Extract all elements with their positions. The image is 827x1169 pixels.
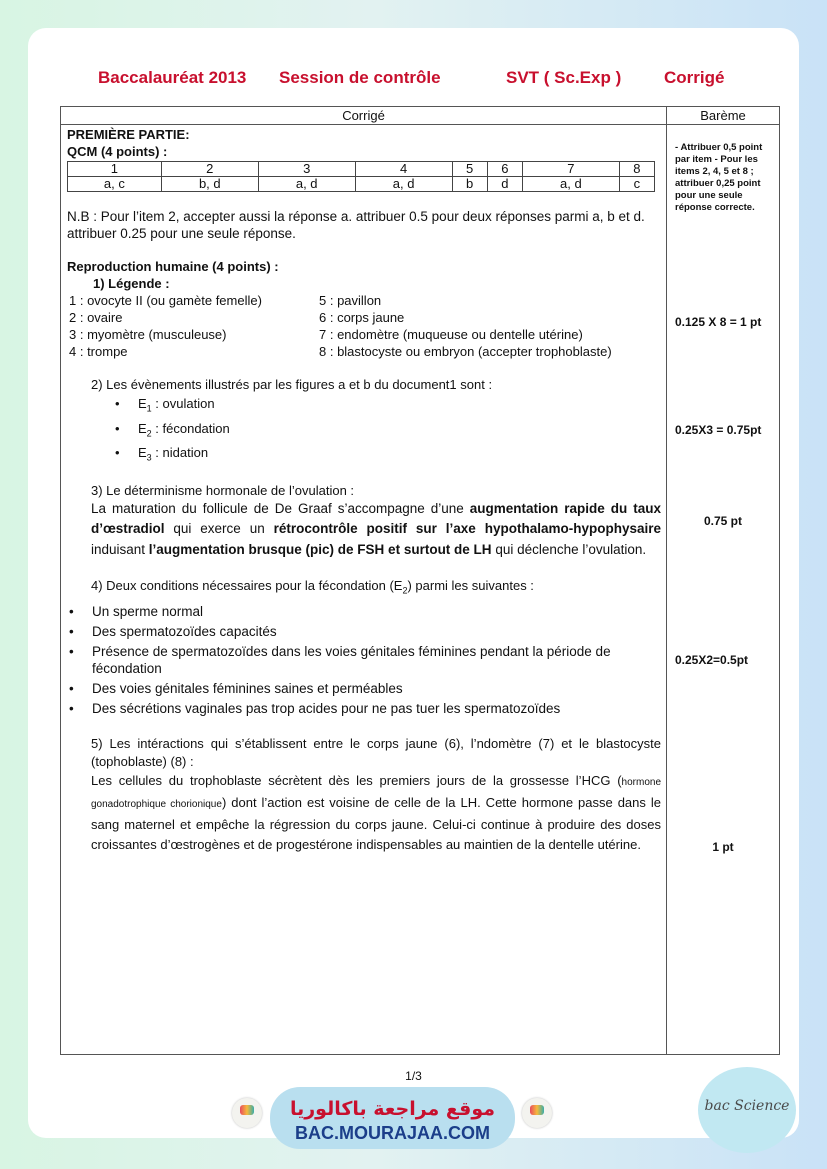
column-head-bareme: Barème	[700, 108, 746, 123]
repro-title: Reproduction humaine (4 points) :	[67, 259, 279, 274]
qcm-items-row	[68, 162, 655, 177]
document-header	[0, 68, 827, 92]
qcm-answer: a, d	[258, 177, 355, 192]
q2-text: 2) Les évènements illustrés par les figures a et b du document1 sont :	[91, 377, 493, 392]
qcm-answer: b	[452, 177, 487, 192]
q4-item: • Des spermatozoïdes capacités	[67, 623, 661, 640]
q4-item: • Des voies génitales féminines saines et perméables	[67, 680, 661, 697]
qcm-item: 1	[68, 162, 162, 177]
q4-list	[67, 603, 661, 717]
header-divider	[61, 124, 779, 125]
q4-text: 4) Deux conditions nécessaires pour la fécondation $(E_2)$ parmi les suivantes :	[91, 578, 534, 596]
q3-text: 3) Le déterminisme hormonale de l’ovulation :	[91, 482, 355, 498]
qcm-answer: a, d	[522, 177, 619, 192]
part-title: PREMIÈRE PARTIE:	[67, 127, 190, 142]
header-subject: SVT ( Sc.Exp )	[506, 68, 622, 87]
page-number: 1/3	[405, 1069, 422, 1083]
qcm-item: 7	[522, 162, 619, 177]
nb-note: N.B : Pour l’item 2, accepter aussi la réponse a. attribuer 0.5 pour deux réponses parmi a, b et d. attribuer 0.25 pour une seule réponse.	[67, 209, 645, 241]
legend-item: 6 : corps jaune	[319, 310, 405, 325]
qcm-item: 8	[619, 162, 654, 177]
bareme-q3: 0.75 pt	[703, 514, 742, 528]
site-name-arabic: موقع مراجعة باكالوريا	[289, 1098, 496, 1120]
q2-list	[67, 395, 661, 467]
bareme-q1: 0.125 X 8 = 1 pt	[675, 315, 762, 329]
legend-item: 2 : ovaire	[69, 310, 123, 325]
bareme-qcm-note: - Attribuer 0,5 point par item - Pour les items 2, 4, 5 et 8 ; attribuer 0,25 point pour une seule réponse correcte.	[675, 142, 763, 213]
qcm-answer: c	[619, 177, 654, 192]
qcm-answer: d	[487, 177, 522, 192]
correction-table	[60, 106, 780, 1055]
qcm-item: 3	[258, 162, 355, 177]
q2-item: • $E_3$ : nidation	[113, 444, 661, 467]
bareme-q2: 0.25X3 = 0.75pt	[675, 423, 762, 437]
site-banner[interactable]	[270, 1087, 515, 1149]
legend-left	[69, 292, 319, 360]
legend-block	[67, 292, 661, 360]
legend-item: 4 : trompe	[69, 344, 128, 359]
site-logo-right	[522, 1098, 552, 1128]
legend-item: 1 : ovocyte II (ou gamète femelle)	[69, 293, 262, 308]
bareme-q5: 1 pt	[712, 840, 734, 854]
header-type: Corrigé	[664, 68, 725, 87]
legend-item: 7 : endomètre (muqueuse ou dentelle utérine)	[319, 327, 583, 342]
q1-label: 1) Légende :	[93, 276, 170, 291]
header-bac: Baccalauréat 2013	[98, 68, 247, 87]
q2-item: • $E_1$ : ovulation	[113, 395, 661, 418]
column-divider	[666, 107, 667, 1054]
qcm-answer: a, d	[355, 177, 452, 192]
qcm-item: 2	[161, 162, 258, 177]
q5-answer: Les cellules du trophoblaste sécrètent dès les premiers jours de la grossesse l’HCG (hormone gonadotrophique chorionique) dont l’action est voisine de celle de la LH. Cette hormone passe dans le sang maternel et empêche la régression du corps jaune. Celui-ci continue à produire des doses croissantes d’œstrogènes et de progestérone indispensables au maintien de la dentelle utérine.	[91, 772, 661, 852]
qcm-answer: b, d	[161, 177, 258, 192]
legend-right	[319, 292, 664, 360]
column-head-corrige: Corrigé	[342, 108, 385, 123]
q4-item: • Un sperme normal	[67, 603, 661, 620]
q3-answer: La maturation du follicule de De Graaf s’accompagne d’une augmentation rapide du taux d’œstradiol qui exerce un rétrocontrôle positif sur l’axe hypothalamo-hypophysaire induisant l’augmentation brusque (pic) de FSH et surtout de LH qui déclenche l’ovulation.	[91, 500, 661, 557]
q2-item: • $E_2$ : fécondation	[113, 420, 661, 443]
qcm-item: 4	[355, 162, 452, 177]
header-session: Session de contrôle	[279, 68, 441, 87]
corrige-column	[67, 126, 661, 855]
qcm-item: 5	[452, 162, 487, 177]
bareme-q4: 0.25X2=0.5pt	[675, 653, 749, 667]
legend-item: 8 : blastocyste ou embryon (accepter trophoblaste)	[319, 344, 612, 359]
qcm-item: 6	[487, 162, 522, 177]
site-logo-left	[232, 1098, 262, 1128]
site-url[interactable]: BAC.MOURAJAA.COM	[295, 1123, 490, 1143]
q4-item: • Des sécrétions vaginales pas trop acides pour ne pas tuer les spermatozoïdes	[67, 700, 661, 717]
q5-text: 5) Les intéractions qui s’établissent entre le corps jaune (6), l’ndomètre (7) et le blastocyste (tophoblaste) (8) :	[91, 735, 661, 769]
qcm-table	[67, 161, 655, 192]
bac-science-logo: bac Science	[698, 1067, 796, 1153]
qcm-title: QCM (4 points) :	[67, 144, 168, 159]
legend-item: 5 : pavillon	[319, 293, 382, 308]
qcm-answer: a, c	[68, 177, 162, 192]
legend-item: 3 : myomètre (musculeuse)	[69, 327, 227, 342]
qcm-answers-row	[68, 177, 655, 192]
q4-item: • Présence de spermatozoïdes dans les voies génitales féminines pendant la période de fécondation	[67, 643, 661, 677]
